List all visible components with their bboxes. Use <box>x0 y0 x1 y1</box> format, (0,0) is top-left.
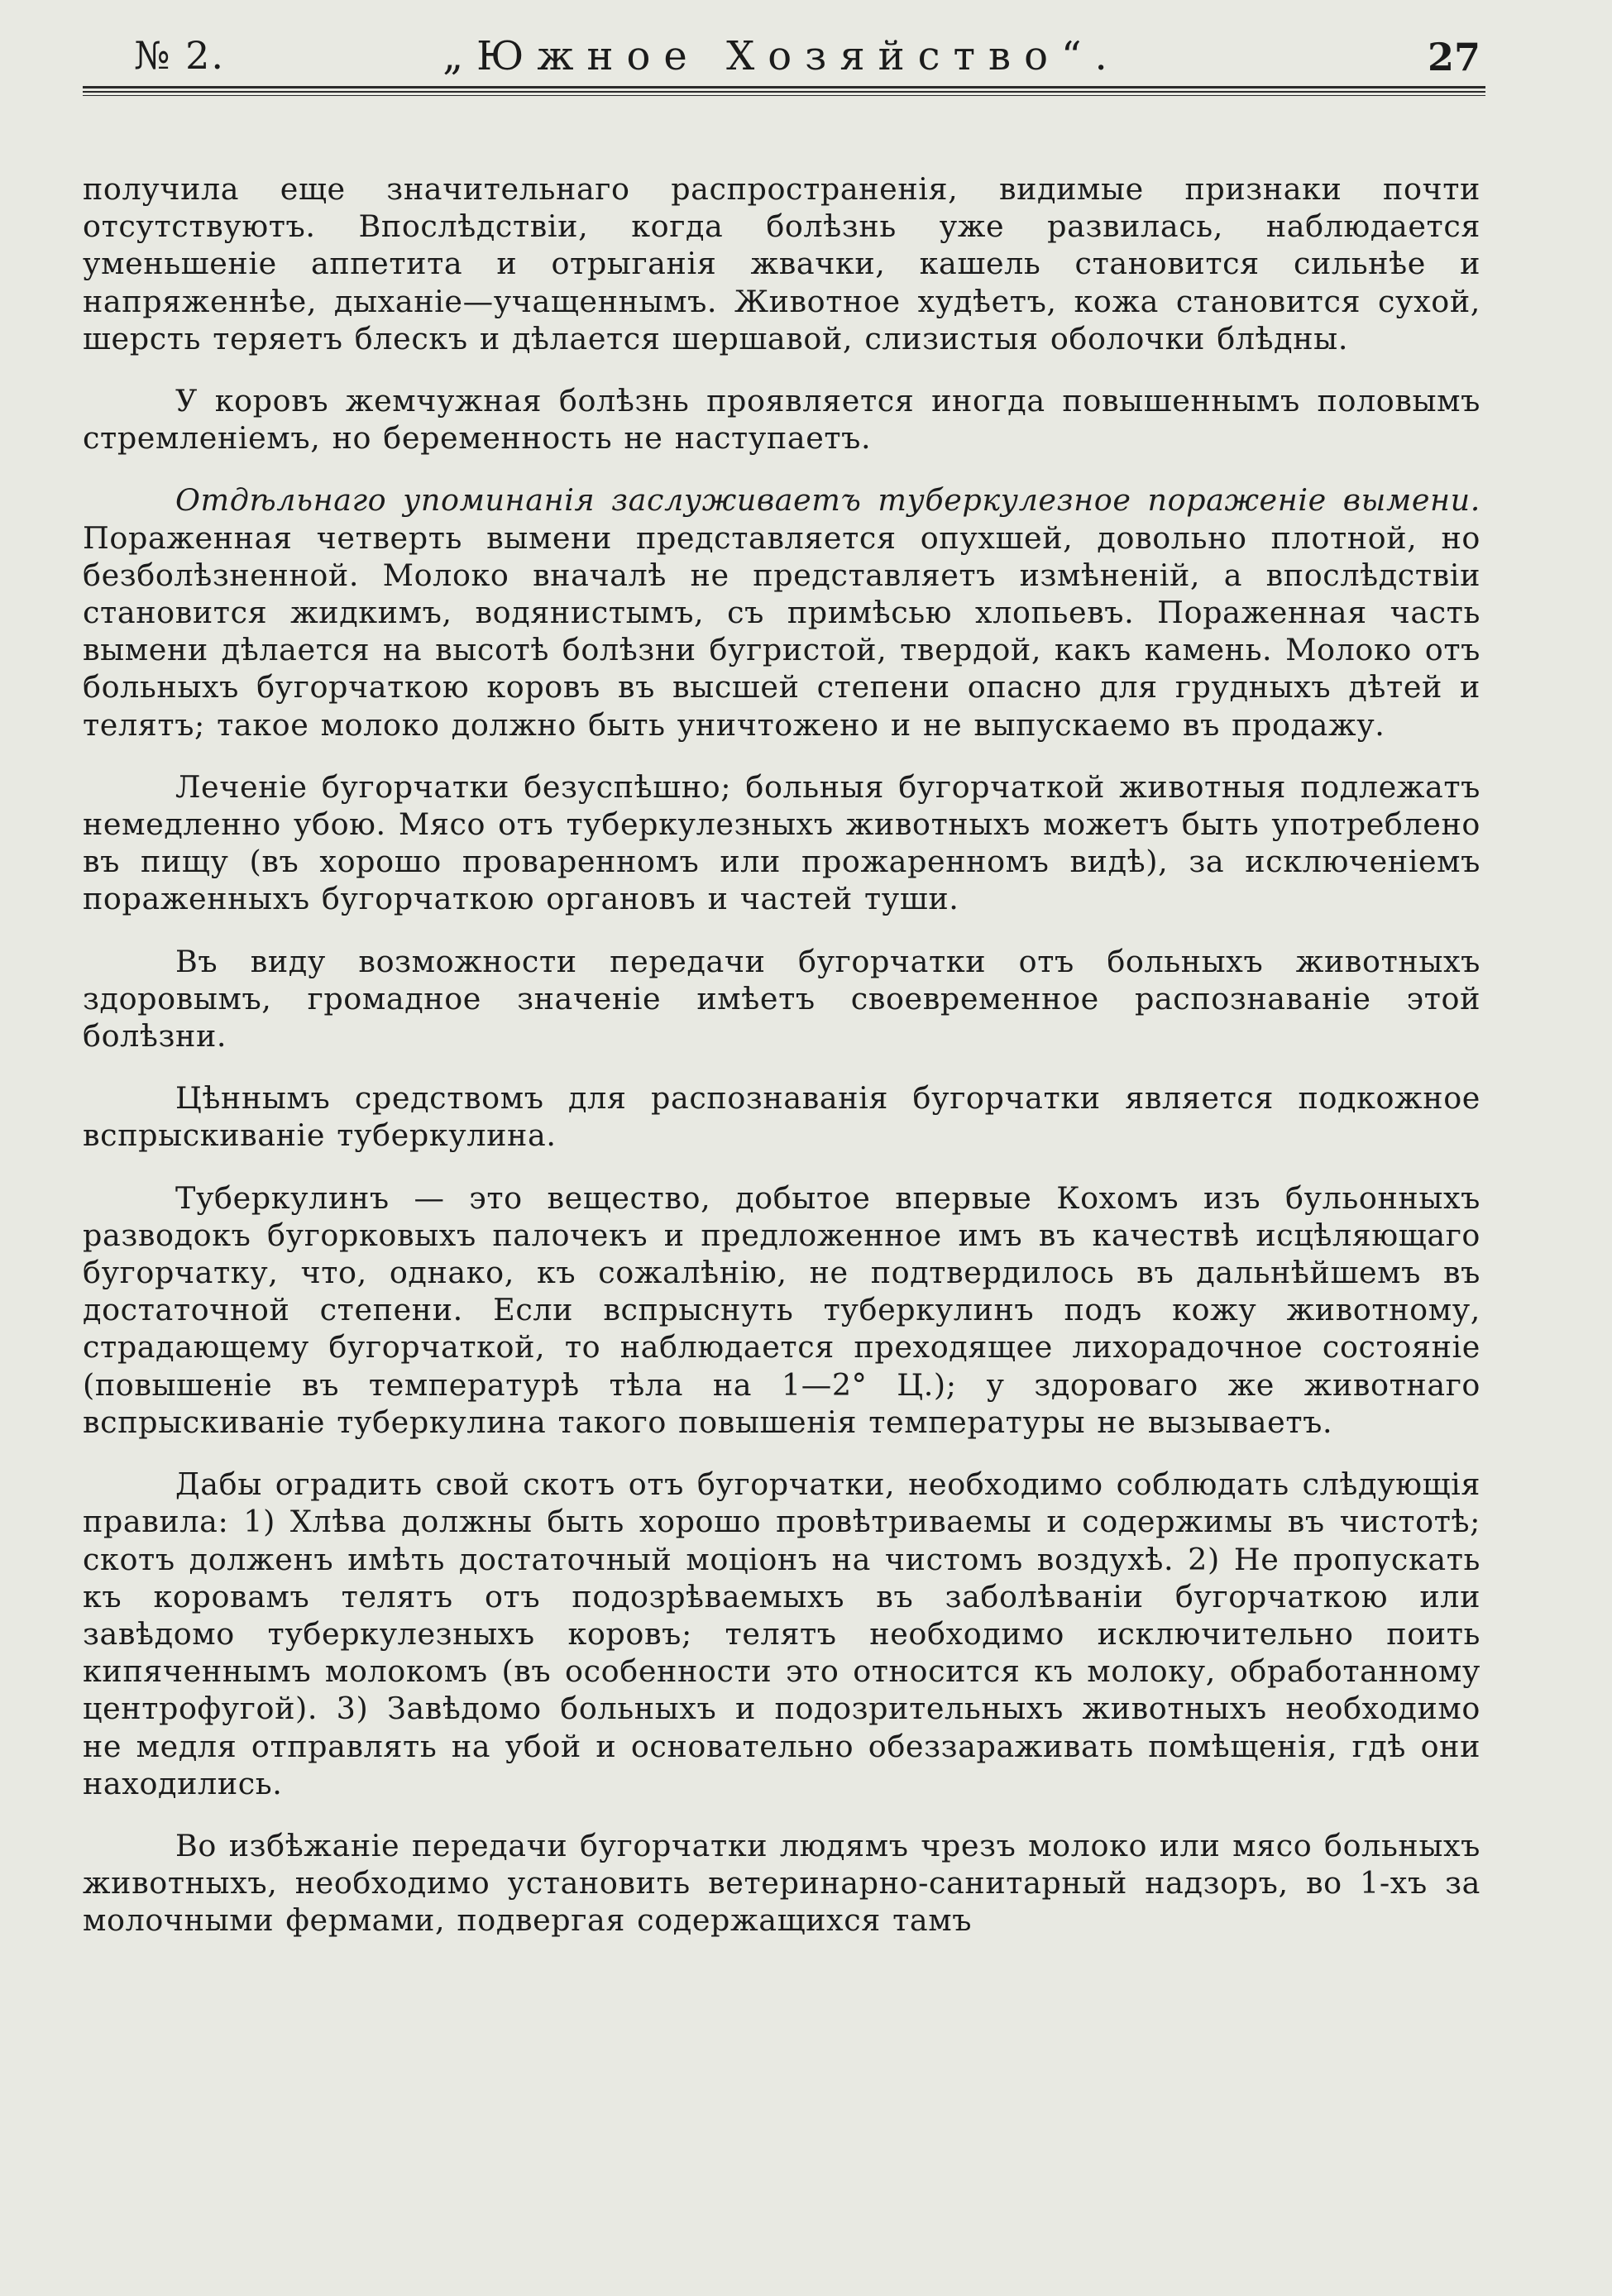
paragraph-udder-tuberculosis <box>83 481 1480 743</box>
italic-lead-phrase: Отдѣльнаго упоминанія заслуживаетъ туберкулезное пораженіе вымени. <box>175 482 1480 519</box>
paragraph-pearl-disease: У коровъ жемчужная болѣзнь проявляется иногда повышеннымъ половымъ стремленіемъ, но беременность не наступаетъ. <box>83 383 1480 457</box>
paragraph-rules: Дабы оградить свой скотъ отъ бугорчатки, необходимо соблюдать слѣдующія правила: 1) Хлѣва должны быть хорошо провѣтриваемы и содержимы въ чистотѣ; скотъ долженъ имѣть достаточный моціонъ на чистомъ воздухѣ. 2) Не пропускать къ коровамъ телятъ отъ подозрѣваемыхъ въ заболѣваніи бугорчаткою или завѣдомо туберкулезныхъ коровъ; телятъ необходимо исключительно поить кипяченнымъ молокомъ (въ особенности это относится къ молоку, обработанному центрофугой). 3) Завѣдомо больныхъ и подозрительныхъ животныхъ необходимо не медля отправлять на убой и основательно обеззараживать помѣщенія, гдѣ они находились. <box>83 1466 1480 1801</box>
journal-title: „Южное Хозяйство“. <box>442 33 1121 79</box>
header-rule-thick <box>83 86 1485 88</box>
paragraph-transmission: Въ виду возможности передачи бугорчатки отъ больныхъ животныхъ здоровымъ, громадное значеніе имѣетъ своевременное распознаваніе этой болѣзни. <box>83 943 1480 1055</box>
header-rule-middle <box>83 91 1485 93</box>
paragraph-tuberculin: Туберкулинъ — это вещество, добытое впервые Кохомъ изъ бульонныхъ разводокъ бугорковыхъ палочекъ и предложенное имъ въ качествѣ исцѣляющаго бугорчатку, что, однако, къ сожалѣнію, не подтвердилось въ дальнѣйшемъ въ достаточной степени. Если вспрыснуть туберкулинъ подъ кожу животному, страдающему бугорчаткой, то наблюдается преходящее лихорадочное состояніе (повышеніе въ температурѣ тѣла на 1—2° Ц.); у здороваго же животнаго вспрыскиваніе туберкулина такого повышенія температуры не вызываетъ. <box>83 1179 1480 1440</box>
document-page <box>83 33 1480 2266</box>
paragraph-diagnosis: Цѣннымъ средствомъ для распознаванія бугорчатки является подкожное вспрыскиваніе туберкулина. <box>83 1080 1480 1154</box>
paragraph-symptoms: получила еще значительнаго распространенія, видимые признаки почти отсутствуютъ. Впослѣдствіи, когда болѣзнь уже развилась, наблюдается уменьшеніе аппетита и отрыганія жвачки, кашель становится сильнѣе и напряженнѣе, дыханіе—учащеннымъ. Животное худѣетъ, кожа становится сухой, шерсть теряетъ блескъ и дѣлается шершавой, слизистыя оболочки блѣдны. <box>83 171 1480 356</box>
article-body <box>83 170 1480 1940</box>
paragraph-udder-text: Пораженная четверть вымени представляется опухшей, довольно плотной, но безболѣзненной. Молоко вначалѣ не представляетъ измѣненій, а впослѣдствіи становится жидкимъ, водянистымъ, съ примѣсью хлопьевъ. Пораженная часть вымени дѣлается на высотѣ болѣзни бугристой, твердой, какъ камень. Молоко отъ больныхъ бугорчаткою коровъ въ высшей степени опасно для грудныхъ дѣтей и телятъ; такое молоко должно быть уничтожено и не выпускаемо въ продажу. <box>83 519 1480 743</box>
running-header <box>83 33 1480 98</box>
paragraph-treatment: Леченіе бугорчатки безуспѣшно; больныя бугорчаткой животныя подлежатъ немедленно убою. Мясо отъ туберкулезныхъ животныхъ можетъ быть употреблено въ пищу (въ хорошо проваренномъ или прожаренномъ видѣ), за исключеніемъ пораженныхъ бугорчаткою органовъ и частей туши. <box>83 768 1480 917</box>
issue-number: № 2. <box>134 33 226 78</box>
paragraph-supervision: Во избѣжаніе передачи бугорчатки людямъ чрезъ молоко или мясо больныхъ животныхъ, необходимо установить ветеринарно-санитарный надзоръ, во 1-хъ за молочными фермами, подвергая содержащихся тамъ <box>83 1827 1480 1939</box>
header-rule-thin <box>83 95 1485 96</box>
page-number: 27 <box>1427 35 1480 79</box>
